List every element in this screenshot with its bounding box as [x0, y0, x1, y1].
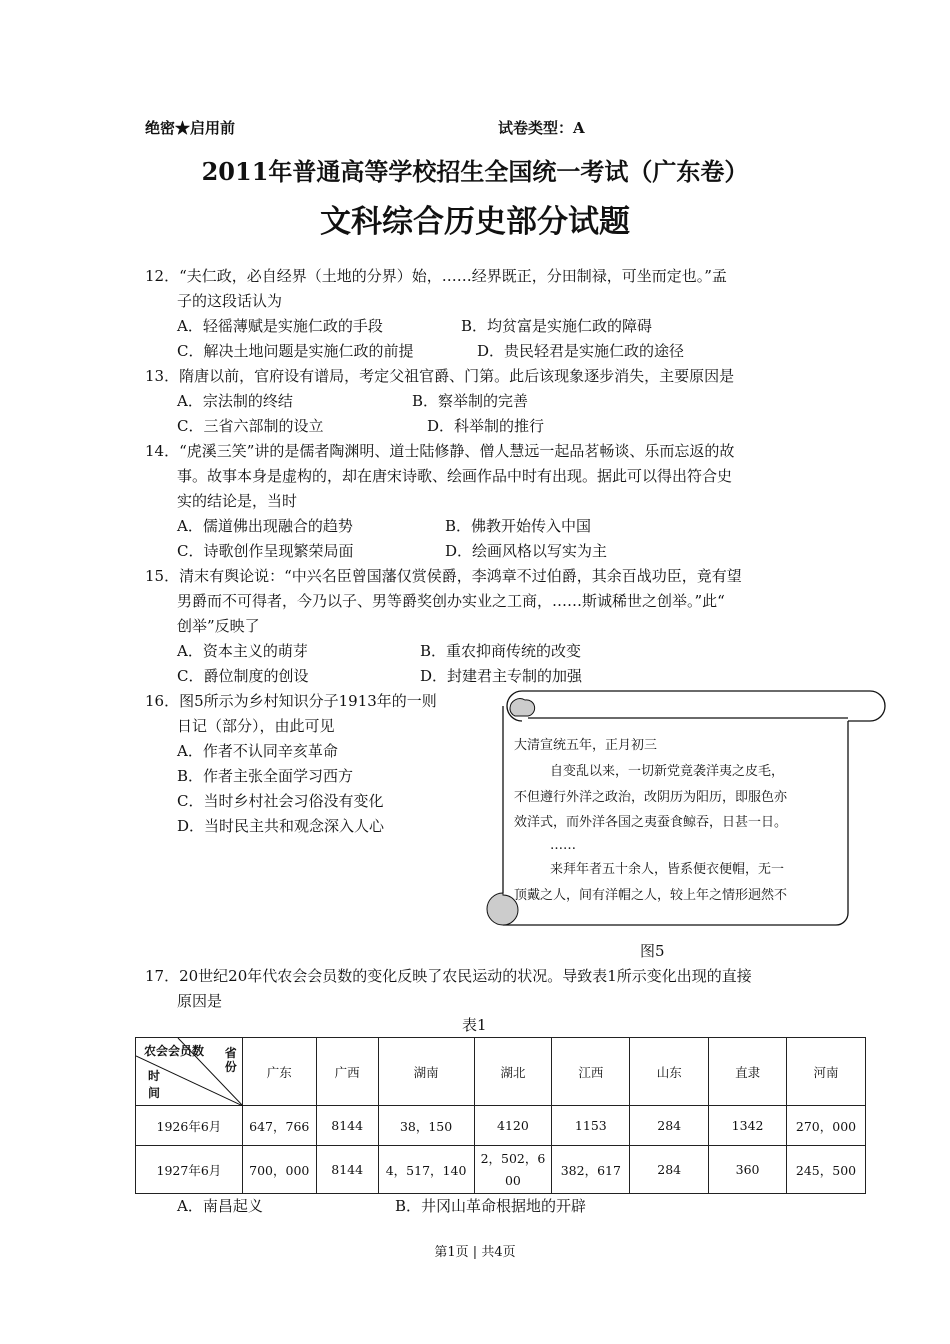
cell: 8144 [316, 1106, 378, 1146]
cell: 4120 [474, 1106, 552, 1146]
q16-text: 日记（部分），由此可见 [177, 717, 335, 735]
cell: 700，000 [242, 1146, 316, 1194]
q15-text: 男爵而不可得者，今乃以子、男等爵奖创办实业之工商，……斯诚稀世之创举。”此“ [177, 592, 725, 610]
q13-option-a: A．宗法制的终结 [177, 392, 293, 410]
table-row [136, 1146, 866, 1194]
column-header: 山东 [630, 1038, 709, 1106]
row-time: 1927年6月 [136, 1146, 243, 1194]
q17-option-b: B．井冈山革命根据地的开辟 [395, 1197, 587, 1215]
q14-text: 14．“虎溪三笑”讲的是儒者陶渊明、道士陆修静、僧人慧远一起品茗畅谈、乐而忘返的故 [145, 442, 735, 460]
q14-text: 实的结论是，当时 [177, 492, 298, 510]
corner-time: 时间 [148, 1069, 181, 1100]
cell: 245，500 [787, 1146, 866, 1194]
q16-option-a: A．作者不认同辛亥革命 [177, 742, 338, 760]
figure-caption: 图5 [640, 942, 665, 960]
q14-option-c: C．诗歌创作呈现繁荣局面 [177, 542, 354, 560]
diary-line: …… [550, 838, 576, 853]
corner-members: 农会会员数 [144, 1044, 205, 1058]
q12-option-a: A．轻徭薄赋是实施仁政的手段 [177, 317, 383, 335]
cell: 284 [630, 1146, 709, 1194]
exam-title: 2011年普通高等学校招生全国统一考试（广东卷） [201, 157, 749, 186]
paper-type: 试卷类型：A [498, 119, 585, 137]
q12-text: 12．“夫仁政，必自经界（土地的分界）始，……经界既正，分田制禄，可坐而定也。”孟 [145, 267, 727, 285]
diary-line: 顶戴之人，间有洋帽之人，较上年之情形迥然不 [514, 888, 788, 903]
q15-text: 15．清末有舆论说：“中兴名臣曾国藩仅赏侯爵，李鸿章不过伯爵，其余百战功臣，竟有望 [145, 567, 742, 585]
cell: 360 [709, 1146, 787, 1194]
q15-option-a: A．资本主义的萌芽 [177, 642, 308, 660]
confidential-label: 绝密★启用前 [145, 119, 236, 137]
column-header: 湖南 [378, 1038, 474, 1106]
q12-text: 子的这段话认为 [177, 292, 283, 310]
corner-province: 省份 [224, 1046, 237, 1074]
column-header: 广西 [316, 1038, 378, 1106]
q16-text: 16．图5所示为乡村知识分子1913年的一则 [145, 692, 437, 710]
cell: 270，000 [787, 1106, 866, 1146]
diary-line: 来拜年者五十余人，皆系便衣便帽，无一 [550, 862, 785, 877]
column-header: 河南 [787, 1038, 866, 1106]
q17-text: 原因是 [177, 992, 223, 1010]
cell: 2，502，600 [474, 1146, 552, 1194]
cell: 38，150 [378, 1106, 474, 1146]
q16-option-d: D．当时民主共和观念深入人心 [177, 817, 385, 835]
cell: 382，617 [552, 1146, 630, 1194]
table-1 [135, 1037, 866, 1194]
column-header: 直隶 [709, 1038, 787, 1106]
q15-option-c: C．爵位制度的创设 [177, 667, 309, 685]
q17-option-a: A．南昌起义 [177, 1197, 263, 1215]
q12-option-b: B．均贫富是实施仁政的障碍 [461, 317, 653, 335]
column-header: 江西 [552, 1038, 630, 1106]
q14-option-d: D．绘画风格以写实为主 [445, 542, 608, 560]
q13-option-c: C．三省六部制的设立 [177, 417, 324, 435]
cell: 284 [630, 1106, 709, 1146]
diary-line: 效洋式，而外洋各国之夷蚕食鲸吞，日甚一日。 [514, 815, 788, 830]
cell: 1342 [709, 1106, 787, 1146]
diary-line: 不但遵行外洋之政治，改阴历为阳历，即服色亦 [514, 790, 788, 805]
row-time: 1926年6月 [136, 1106, 243, 1146]
q16-option-b: B．作者主张全面学习西方 [177, 767, 354, 785]
cell: 647，766 [242, 1106, 316, 1146]
q13-text: 13．隋唐以前，官府设有谱局，考定父祖官爵、门第。此后该现象逐步消失，主要原因是 [145, 367, 735, 385]
q13-option-d: D．科举制的推行 [427, 417, 545, 435]
cell: 4，517，140 [378, 1146, 474, 1194]
column-header: 广东 [242, 1038, 316, 1106]
diary-line: 自变乱以来，一切新党竟袭洋夷之皮毛， [550, 764, 785, 779]
table-caption: 表1 [462, 1016, 487, 1034]
cell: 8144 [316, 1146, 378, 1194]
q15-text: 创举”反映了 [177, 617, 260, 635]
table-row [136, 1106, 866, 1146]
q17-text: 17．20世纪20年代农会会员数的变化反映了农民运动的状况。导致表1所示变化出现的直接 [145, 967, 752, 985]
table-corner-header [136, 1038, 243, 1106]
q14-option-a: A．儒道佛出现融合的趋势 [177, 517, 353, 535]
exam-subtitle: 文科综合历史部分试题 [320, 204, 630, 240]
q14-option-b: B．佛教开始传入中国 [445, 517, 592, 535]
q15-option-d: D．封建君主专制的加强 [420, 667, 583, 685]
q15-option-b: B．重农抑商传统的改变 [420, 642, 582, 660]
diary-line: 大清宣统五年，正月初三 [514, 738, 658, 753]
cell: 1153 [552, 1106, 630, 1146]
column-header: 湖北 [474, 1038, 552, 1106]
page-footer: 第1页 | 共4页 [434, 1245, 516, 1260]
q14-text: 事。故事本身是虚构的，却在唐宋诗歌、绘画作品中时有出现。据此可以得出符合史 [177, 467, 733, 485]
q12-option-c: C．解决土地问题是实施仁政的前提 [177, 342, 414, 360]
q13-option-b: B．察举制的完善 [412, 392, 529, 410]
q16-option-c: C．当时乡村社会习俗没有变化 [177, 792, 384, 810]
q12-option-d: D．贵民轻君是实施仁政的途径 [477, 342, 685, 360]
